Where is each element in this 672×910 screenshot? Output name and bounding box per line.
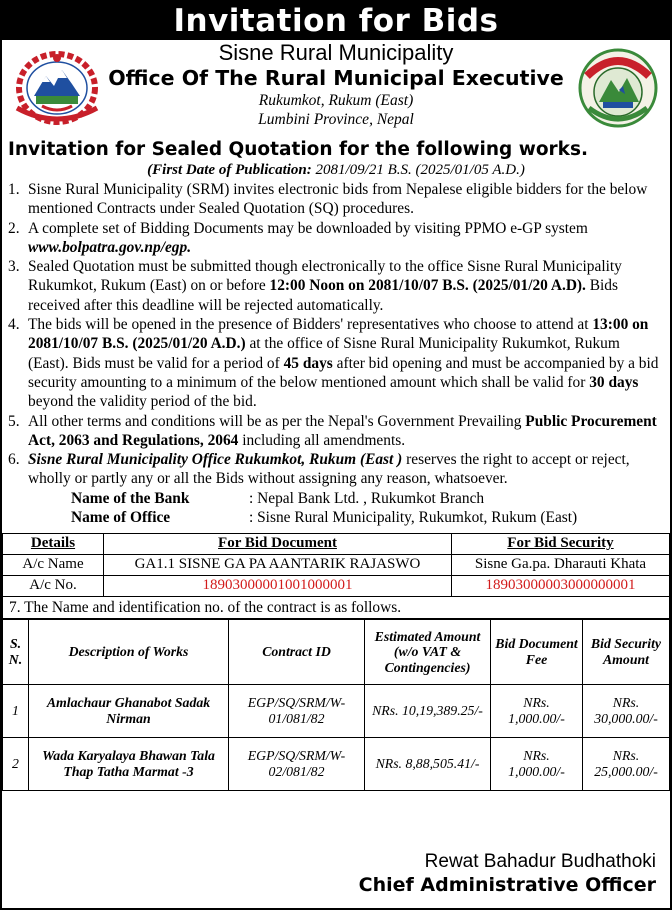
publication-date: (First Date of Publication: 2081/09/21 B.S. (2025/01/05 A.D.) xyxy=(147,162,525,178)
works-header-desc: Description of Works xyxy=(29,619,229,684)
works-header-security: Bid Security Amount xyxy=(583,619,670,684)
works-header-sn: S. N. xyxy=(3,619,29,684)
bank-details xyxy=(8,489,662,527)
works-header-fee: Bid Document Fee xyxy=(491,619,583,684)
signatory-title: Chief Administrative Officer xyxy=(358,874,656,896)
acct-header-details: Details xyxy=(3,533,104,554)
acct-header-security: For Bid Security xyxy=(452,533,670,554)
acct-header-doc: For Bid Document xyxy=(104,533,452,554)
contract-intro: 7. The Name and identification no. of the contract is as follows. xyxy=(2,597,670,619)
security-account-number: 18903000003000000001 xyxy=(452,575,670,596)
clause-5: 5. All other terms and conditions will be as per the Nepal's Government Prevailing Public Procurement Act, 2063 and Regulations, 2064 including all amendments. xyxy=(8,412,657,449)
works-header-contract: Contract ID xyxy=(229,619,365,684)
address-line-2: Lumbini Province, Nepal xyxy=(258,111,414,128)
bank-label: Name of the Bank xyxy=(71,489,190,507)
banner-title: Invitation for Bids xyxy=(2,2,670,40)
office-name: Office Of The Rural Municipal Executive xyxy=(108,66,564,90)
clause-2: 2. A complete set of Bidding Documents may be downloaded by visiting PPMO e-GP system www.bolpatra.gov.np/egp. xyxy=(8,219,588,256)
address-line-1: Rukumkot, Rukum (East) xyxy=(258,92,414,109)
signatory-name: Rewat Bahadur Budhathoki xyxy=(424,851,656,872)
office-label: Name of Office xyxy=(71,508,171,526)
bank-value: : Nepal Bank Ltd. , Rukumkot Branch xyxy=(249,489,485,507)
clause-4: 4. The bids will be opened in the presence of Bidders' representatives who choose to attend at 13:00 on 2081/10/07 B.S. (2025/01/20 A.D.) at the office of Sisne Rural Municipality Rukumkot, Rukum (East). Bids must be valid for a period of 45 days after bid opening and must be accompanied by a bid security amounting to a minimum of the below mentioned amount which shall be valid for 30 days beyond the validity period of the bid. xyxy=(8,316,659,411)
clause-6: 6. Sisne Rural Municipality Office Rukumkot, Rukum (East ) reserves the right to accept or reject, wholly or partly any or all the Bids without assigning any reason, whatsoever. xyxy=(8,451,630,488)
works-table xyxy=(2,619,670,791)
table-row: 2 Wada Karyalaya Bhawan Tala Thap Tatha Marmat -3 EGP/SQ/SRM/W-02/081/82 NRs. 8,88,505.41/- NRs. 1,000.00/- NRs. 25,000.00/- xyxy=(3,737,670,790)
doc-account-number: 18903000001001000001 xyxy=(104,575,452,596)
header xyxy=(2,40,670,138)
table-row: A/c Name GA1.1 SISNE GA PA AANTARIK RAJASWO Sisne Ga.pa. Dharauti Khata xyxy=(3,554,670,575)
municipality-name: Sisne Rural Municipality xyxy=(218,40,454,65)
clause-3: 3. Sealed Quotation must be submitted though electronically to the office Sisne Rural Municipality Rukumkot, Rukum (East) on or before 12:00 Noon on 2081/10/07 B.S. (2025/01/20 A.D). Bids received after this deadline will be rejected automatically. xyxy=(8,258,622,314)
municipality-logo-icon xyxy=(575,42,661,130)
signature-block xyxy=(359,850,656,898)
clause-list xyxy=(2,179,670,527)
egp-link[interactable]: www.bolpatra.gov.np/egp. xyxy=(28,238,192,256)
office-value: : Sisne Rural Municipality, Rukumkot, Rukum (East) xyxy=(249,508,578,526)
account-table xyxy=(2,533,670,597)
sub-title: Invitation for Sealed Quotation for the following works. xyxy=(8,139,589,160)
table-row: A/c No. 18903000001001000001 18903000003000000001 xyxy=(3,575,670,596)
table-row: 1 Amlachaur Ghanabot Sadak Nirman EGP/SQ/SRM/W-01/081/82 NRs. 10,19,389.25/- NRs. 1,000.00/- NRs. 30,000.00/- xyxy=(3,684,670,737)
clause-1: 1. Sisne Rural Municipality (SRM) invites electronic bids from Nepalese eligible bidders for the below mentioned Contracts under Sealed Quotation (SQ) procedures. xyxy=(8,181,648,218)
nepal-emblem-icon xyxy=(12,48,102,126)
works-header-estimate: Estimated Amount (w/o VAT & Contingencies) xyxy=(365,619,491,684)
